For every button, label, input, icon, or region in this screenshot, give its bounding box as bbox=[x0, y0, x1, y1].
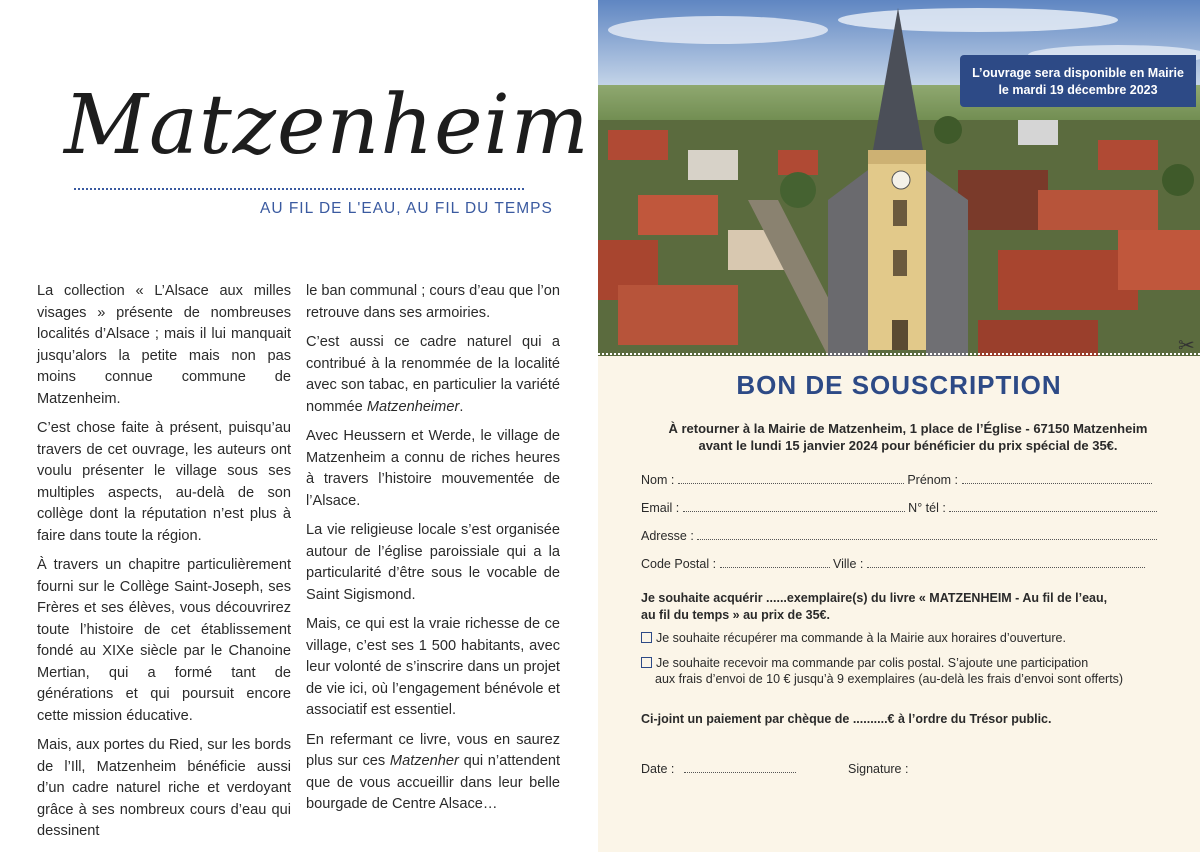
text-run: En refermant ce livre, vous en saurez plus sur ces bbox=[306, 731, 560, 769]
notice-line-2: le mardi 19 décembre 2023 bbox=[998, 83, 1158, 97]
book-subtitle: AU FIL DE L'EAU, AU FIL DU TEMPS bbox=[260, 200, 553, 217]
title-block bbox=[64, 78, 590, 188]
option-post-label: Je souhaite recevoir ma commande par colis postal. S’ajoute une participation bbox=[656, 656, 1089, 670]
nom-field[interactable] bbox=[678, 473, 904, 484]
tel-field[interactable] bbox=[949, 501, 1157, 512]
text-column-2 bbox=[306, 281, 560, 824]
scissors-icon: ✂ bbox=[1178, 335, 1195, 357]
left-page bbox=[0, 0, 598, 852]
order-line-2: au fil du temps » au prix de 35€. bbox=[641, 608, 830, 622]
paragraph: La collection « L’Alsace aux milles visages » présente de nombreuses localités d’Alsace ; mais il lui manquait jusqu’alors la petite mais non pas moins connue commune de Matzenheim. bbox=[37, 283, 291, 407]
option-post-label-2: aux frais d’envoi de 10 € jusqu’à 9 exemplaires (au-delà les frais d’envoi sont offerts) bbox=[655, 672, 1124, 686]
cut-line bbox=[598, 353, 1200, 355]
date-field[interactable] bbox=[684, 762, 796, 773]
paragraph: Avec Heussern et Werde, le village de Matzenheim a connu de riches heures à travers l’histoire mouvementée de l’Alsace. bbox=[306, 428, 560, 509]
prenom-label: Prénom : bbox=[907, 473, 959, 487]
checkbox-post[interactable] bbox=[641, 657, 652, 668]
form-heading: BON DE SOUSCRIPTION bbox=[736, 370, 1062, 400]
name-row bbox=[641, 473, 1152, 487]
cp-label: Code Postal : bbox=[641, 557, 717, 571]
title-divider bbox=[74, 188, 524, 190]
order-line-1: Je souhaite acquérir ......exemplaire(s) du livre « MATZENHEIM - Au fil de l’eau, bbox=[641, 591, 1108, 605]
date-row bbox=[641, 762, 796, 776]
text-run: qui n’attendent que de vous accueillir dans leur belle bourgade de Centre Alsace… bbox=[306, 753, 561, 812]
paragraph: le ban communal ; cours d’eau que l’on retrouve dans ses armoiries. bbox=[306, 283, 560, 321]
italic-term: Matzenheimer bbox=[366, 398, 460, 415]
checkbox-pickup[interactable] bbox=[641, 632, 652, 643]
adresse-label: Adresse : bbox=[641, 529, 694, 543]
email-label: Email : bbox=[641, 501, 680, 515]
text-column-1 bbox=[37, 281, 291, 851]
payment-line: Ci-joint un paiement par chèque de ..........€ à l’ordre du Trésor public. bbox=[641, 712, 1052, 726]
signature-row bbox=[848, 762, 908, 776]
adresse-field[interactable] bbox=[697, 529, 1157, 540]
notice-line-1: L’ouvrage sera disponible en Mairie bbox=[972, 66, 1184, 80]
nom-label: Nom : bbox=[641, 473, 675, 487]
prenom-field[interactable] bbox=[962, 473, 1152, 484]
contact-row bbox=[641, 501, 1157, 515]
ville-label: Ville : bbox=[833, 557, 864, 571]
postal-row bbox=[641, 557, 1145, 571]
ville-field[interactable] bbox=[867, 557, 1145, 568]
right-page bbox=[598, 0, 1200, 852]
paragraph: Mais, aux portes du Ried, sur les bords de l’Ill, Matzenheim bénéficie aussi d’un cadre naturel riche et verdoyant grâce à ses nombreux cours d’eau qui dessinent bbox=[37, 737, 291, 839]
paragraph: À travers un chapitre particulièrement fourni sur le Collège Saint-Joseph, ses Frères et ses élèves, vous découvrirez toute l’histoire de cet établissement fondé au XIXe siècle par le Chanoine Mertian, qui a formé tant de générations et qui poursuit encore cette mission éducative. bbox=[37, 557, 291, 724]
italic-term: Matzenher bbox=[389, 753, 459, 769]
tel-label: N° tél : bbox=[908, 501, 946, 515]
book-title: Matzenheim bbox=[64, 78, 590, 173]
option-post[interactable] bbox=[641, 655, 1123, 687]
email-field[interactable] bbox=[683, 501, 905, 512]
address-row bbox=[641, 529, 1157, 543]
return-line-1: À retourner à la Mairie de Matzenheim, 1 place de l’Église - 67150 Matzenheim bbox=[668, 421, 1148, 436]
date-label: Date : bbox=[641, 762, 675, 776]
paragraph bbox=[306, 332, 560, 418]
paragraph: C’est chose faite à présent, puisqu’au travers de cet ouvrage, les auteurs ont voulu présenter le village sous ses multiples aspects, au-delà de son collège dont la réputation n’est plus à faire dans toute la région. bbox=[37, 420, 291, 544]
option-pickup[interactable] bbox=[641, 630, 1066, 646]
paragraph: Mais, ce qui est la vraie richesse de ce village, c’est ses 1 500 habitants, avec leur volonté de s’inscrire dans un projet de vie ici, où l’engagement bénévole et associatif est essentiel. bbox=[306, 616, 560, 718]
availability-notice bbox=[960, 55, 1196, 107]
return-instructions bbox=[628, 420, 1188, 454]
cp-field[interactable] bbox=[720, 557, 830, 568]
paragraph bbox=[306, 730, 560, 816]
text-run: C’est aussi ce cadre naturel qui a contribué à la renommée de la localité avec son tabac, en particulier la variété nommée bbox=[306, 334, 560, 415]
text-run: . bbox=[459, 398, 464, 415]
church-aerial-photo bbox=[598, 0, 1200, 356]
paragraph: La vie religieuse locale s’est organisée autour de l’église paroissiale qui a la particularité d’être sous le vocable de Saint Sigismond. bbox=[306, 522, 560, 603]
signature-label: Signature : bbox=[848, 762, 909, 776]
return-line-2: avant le lundi 15 janvier 2024 pour bénéficier du prix spécial de 35€. bbox=[698, 438, 1118, 453]
order-text bbox=[641, 590, 1161, 624]
option-pickup-label: Je souhaite récupérer ma commande à la Mairie aux horaires d’ouverture. bbox=[656, 631, 1066, 645]
